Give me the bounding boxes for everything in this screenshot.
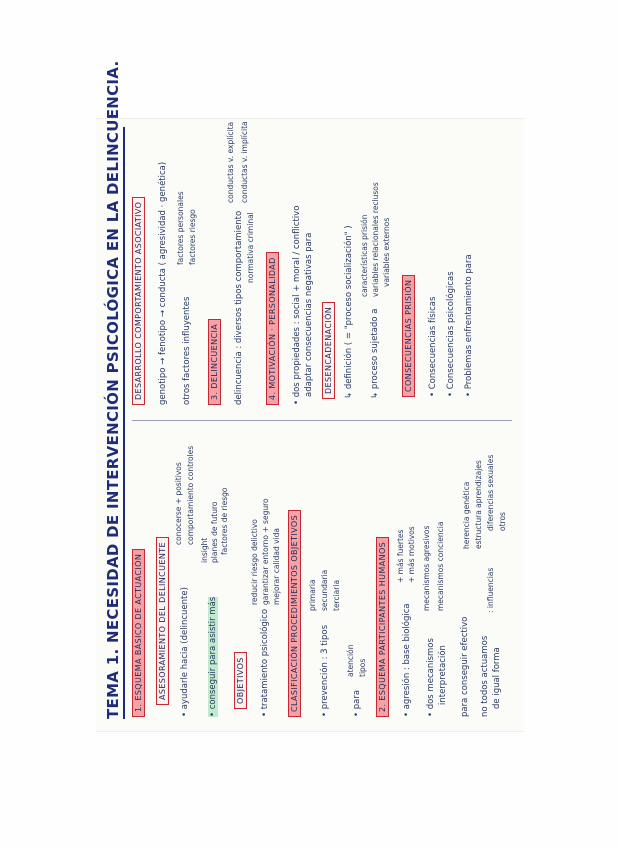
note-branch: conductas v. explícita — [226, 121, 235, 203]
note-line: ↳ proceso sujetado a — [370, 308, 380, 399]
note-branch: variables relacionales reclusos — [371, 182, 380, 297]
note-line: delincuencia : diversos tipos comportamiento — [234, 210, 244, 405]
note-line: • para — [352, 689, 362, 717]
note-line: : influencias — [486, 567, 495, 613]
page-title: TEMA 1. NECESIDAD DE INTERVENCIÓN PSICOLÓGICA EN LA DELINCUENCIA. — [104, 60, 122, 719]
note-line: • dos mecanismos — [426, 638, 436, 717]
column-divider — [132, 420, 512, 421]
note-branch: garantizar entorno + seguro — [261, 498, 270, 605]
note-branch: otros — [498, 512, 507, 531]
note-line: • dos propiedades : social + moral / conflictivo — [292, 205, 302, 405]
notes-page — [96, 60, 524, 732]
note-line: • Consecuencias psicológicas — [446, 271, 456, 397]
note-line: • agresión : base biológica — [402, 603, 412, 717]
note-branch: terciaria — [332, 579, 341, 611]
note-branch: variables externos — [382, 217, 391, 287]
desencadenacion-header: DESENCADENACIÓN — [322, 302, 335, 399]
note-branch: planes de futuro — [210, 501, 219, 563]
note-line: • ayudarle hacia (delincuente) — [180, 587, 190, 717]
asesoramiento-header: ASESORAMIENTO DEL DELINCUENTE — [156, 537, 169, 705]
note-branch: secundaria — [320, 569, 329, 611]
note-line: otros factores influyentes — [182, 296, 192, 405]
note-branch: mecanismos agresivos — [422, 525, 431, 611]
title-underline — [123, 127, 125, 719]
clasificacion-header: CLASIFICACIÓN PROCEDIMIENTOS OBJETIVOS — [288, 510, 301, 717]
note-branch: + más motivos — [407, 526, 416, 583]
section-3-header: 3. DELINCUENCIA — [208, 319, 221, 405]
note-branch: conductas v. implícita — [240, 121, 249, 203]
note-branch: conocerse + positivos — [174, 462, 183, 545]
objetivos-header: OBJETIVOS — [234, 652, 247, 709]
note-branch: reducir riesgo delictivo — [250, 519, 259, 605]
note-branch: tipos — [358, 658, 367, 677]
note-branch: factores riesgo — [188, 209, 197, 265]
note-branch: estructura aprendizajes — [474, 460, 483, 549]
consecuencias-header: CONSECUENCIAS PRISIÓN — [402, 275, 415, 397]
note-line: ↳ definición ( = "proceso socialización" ) — [344, 225, 354, 399]
note-line: • tratamiento psicológico — [260, 608, 270, 717]
note-branch: primaria — [308, 579, 317, 611]
note-branch: insight — [200, 537, 209, 563]
note-line: • prevención : 3 tipos — [320, 624, 330, 717]
note-branch: factores personales — [176, 191, 185, 265]
note-branch: comportamiento controles — [186, 445, 195, 545]
note-line: genotipo → fenotipo → conducta ( agresividad · genética) — [158, 161, 168, 405]
note-branch: mejorar calidad vida — [272, 527, 281, 605]
note-line: no todos actuamos — [480, 635, 490, 717]
note-branch: factores de riesgo — [220, 487, 229, 555]
note-branch: atención — [346, 644, 355, 677]
note-branch: normativa criminal — [246, 212, 255, 283]
note-branch: mecanismos conciencia — [436, 521, 445, 611]
note-branch: características prisión — [360, 214, 369, 297]
rotated-notes — [96, 60, 524, 731]
note-line: interpretación — [438, 645, 448, 705]
note-line: adaptar consecuencias negativas para — [304, 232, 314, 397]
note-line: para conseguir efectivo — [460, 616, 470, 717]
note-line: • Consecuencias físicas — [428, 296, 438, 397]
note-branch: diferencias sexuales — [486, 454, 495, 531]
note-line: • Problemas enfrentamiento para — [464, 254, 474, 397]
note-branch: herencia genética — [462, 481, 471, 549]
section-4-header: 4. MOTIVACIÓN · PERSONALIDAD — [266, 252, 279, 405]
note-line-highlight: • conseguir para asistir más — [208, 596, 218, 717]
section-2-header: 2. ESQUEMA PARTICIPANTES HUMANOS — [376, 537, 389, 717]
note-line: de igual forma — [492, 647, 502, 709]
desarrollo-header: DESARROLLO COMPORTAMIENTO ASOCIATIVO — [132, 197, 145, 405]
note-branch: + más fuertes — [396, 529, 405, 583]
section-1-header: 1. ESQUEMA BÁSICO DE ACTUACIÓN — [132, 549, 145, 717]
